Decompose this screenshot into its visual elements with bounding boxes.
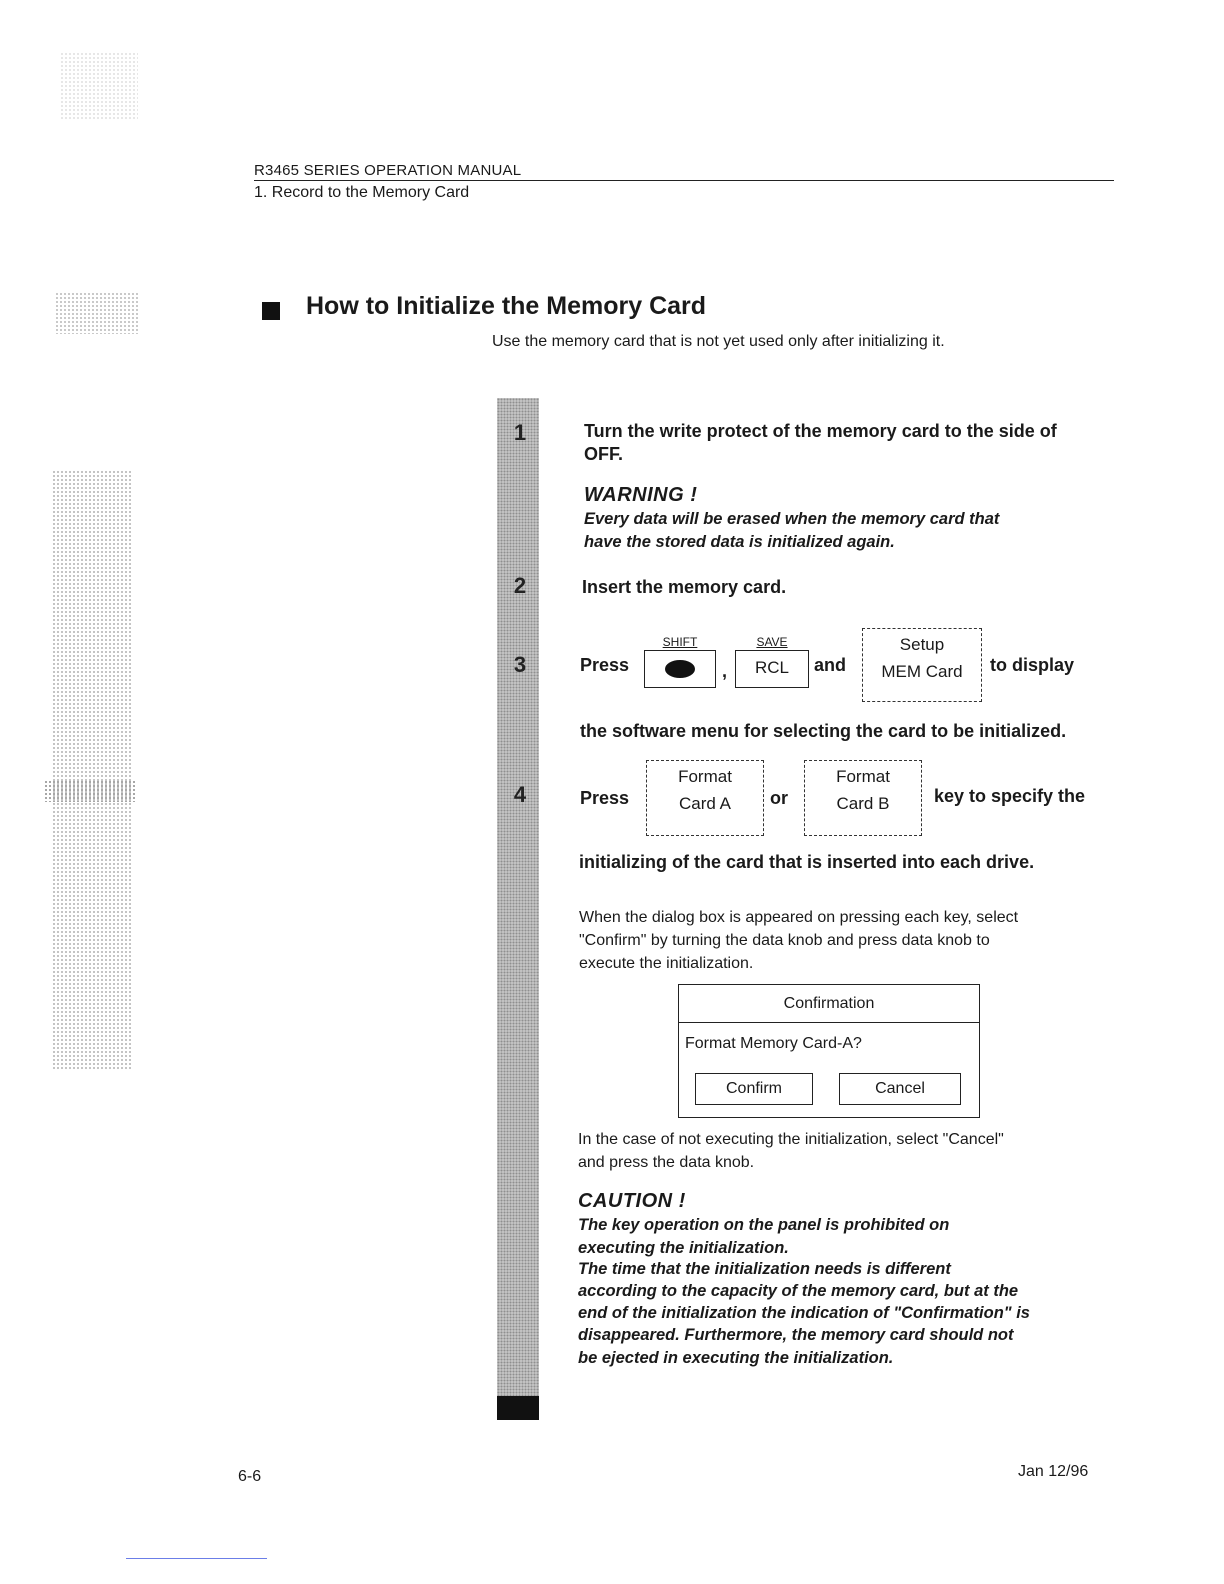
confirmation-dialog	[678, 984, 980, 1118]
scan-artifact	[52, 470, 132, 1070]
step-number: 2	[513, 573, 527, 598]
or-label: or	[770, 788, 788, 808]
cancel-note: and press the data knob.	[578, 1154, 755, 1171]
step1-text: Turn the write protect of the memory card to the side of	[584, 421, 1057, 441]
warning-text: have the stored data is initialized again.	[584, 533, 895, 551]
softkey-text: MEM Card	[881, 662, 963, 681]
section-title: How to Initialize the Memory Card	[306, 292, 707, 320]
caution-text: The key operation on the panel is prohibited on	[578, 1216, 950, 1234]
caution-text: according to the capacity of the memory card, but at the	[578, 1282, 1019, 1300]
caution-text: The time that the initialization needs is different	[578, 1260, 951, 1278]
manual-title: R3465 SERIES OPERATION MANUAL	[254, 162, 522, 179]
press-label: Press	[580, 655, 630, 675]
softkey-text: Format	[678, 767, 732, 786]
setup-mem-card-softkey	[862, 628, 982, 702]
revision-date: Jan 12/96	[1018, 1463, 1089, 1480]
step4-continuation: initializing of the card that is inserted into each drive.	[579, 852, 1035, 872]
cancel-button[interactable]: Cancel	[839, 1073, 961, 1105]
step4-note: execute the initialization.	[579, 955, 754, 972]
caution-heading: CAUTION !	[578, 1190, 686, 1212]
shift-key	[644, 650, 716, 688]
step3-continuation: the software menu for selecting the card to be initialized.	[580, 721, 1067, 741]
section-bullet-icon	[262, 302, 280, 320]
step-sidebar-end	[497, 1396, 539, 1420]
step4-note: When the dialog box is appeared on pressing each key, select	[579, 909, 1019, 926]
shift-key-blob-icon	[665, 660, 695, 678]
page-number: 6-6	[238, 1468, 262, 1485]
separator-comma: ,	[722, 661, 728, 681]
section-intro: Use the memory card that is not yet used only after initializing it.	[492, 333, 945, 350]
caution-text: executing the initialization.	[578, 1239, 789, 1257]
caution-text: be ejected in executing the initialization.	[578, 1349, 894, 1367]
confirm-button[interactable]: Confirm	[695, 1073, 813, 1105]
step-number: 1	[513, 420, 527, 445]
key-to-specify-label: key to specify the	[934, 786, 1086, 806]
header-rule	[254, 180, 1114, 181]
softkey-text: Card A	[679, 794, 731, 813]
softkey-text: Format	[836, 767, 890, 786]
to-display-label: to display	[990, 655, 1075, 675]
footer-rule	[126, 1558, 267, 1559]
save-key-label: SAVE	[756, 635, 788, 649]
chapter-subtitle: 1. Record to the Memory Card	[254, 184, 470, 201]
caution-text: end of the initialization the indication of "Confirmation" is	[578, 1304, 1030, 1322]
dialog-title: Confirmation	[679, 985, 979, 1023]
shift-key-label: SHIFT	[662, 635, 698, 649]
rcl-key: RCL	[735, 650, 809, 688]
step-sidebar	[497, 398, 539, 1420]
step2-text: Insert the memory card.	[582, 577, 787, 597]
dialog-message: Format Memory Card-A?	[685, 1035, 862, 1052]
step-number: 3	[513, 652, 527, 677]
step4-note: "Confirm" by turning the data knob and press data knob to	[579, 932, 990, 949]
step-number: 4	[513, 782, 527, 807]
and-label: and	[814, 655, 847, 675]
caution-text: disappeared. Furthermore, the memory card should not	[578, 1326, 1014, 1344]
softkey-text: Setup	[899, 635, 945, 654]
scan-artifact	[44, 780, 136, 802]
format-card-a-softkey	[646, 760, 764, 836]
cancel-note: In the case of not executing the initialization, select "Cancel"	[578, 1131, 1004, 1148]
warning-heading: WARNING !	[584, 484, 698, 506]
press-label: Press	[580, 788, 630, 808]
warning-text: Every data will be erased when the memory card that	[584, 510, 1000, 528]
scan-artifact	[55, 292, 140, 334]
softkey-text: Card B	[836, 794, 890, 813]
scan-artifact	[60, 52, 138, 120]
step1-text: OFF.	[584, 444, 623, 464]
format-card-b-softkey	[804, 760, 922, 836]
